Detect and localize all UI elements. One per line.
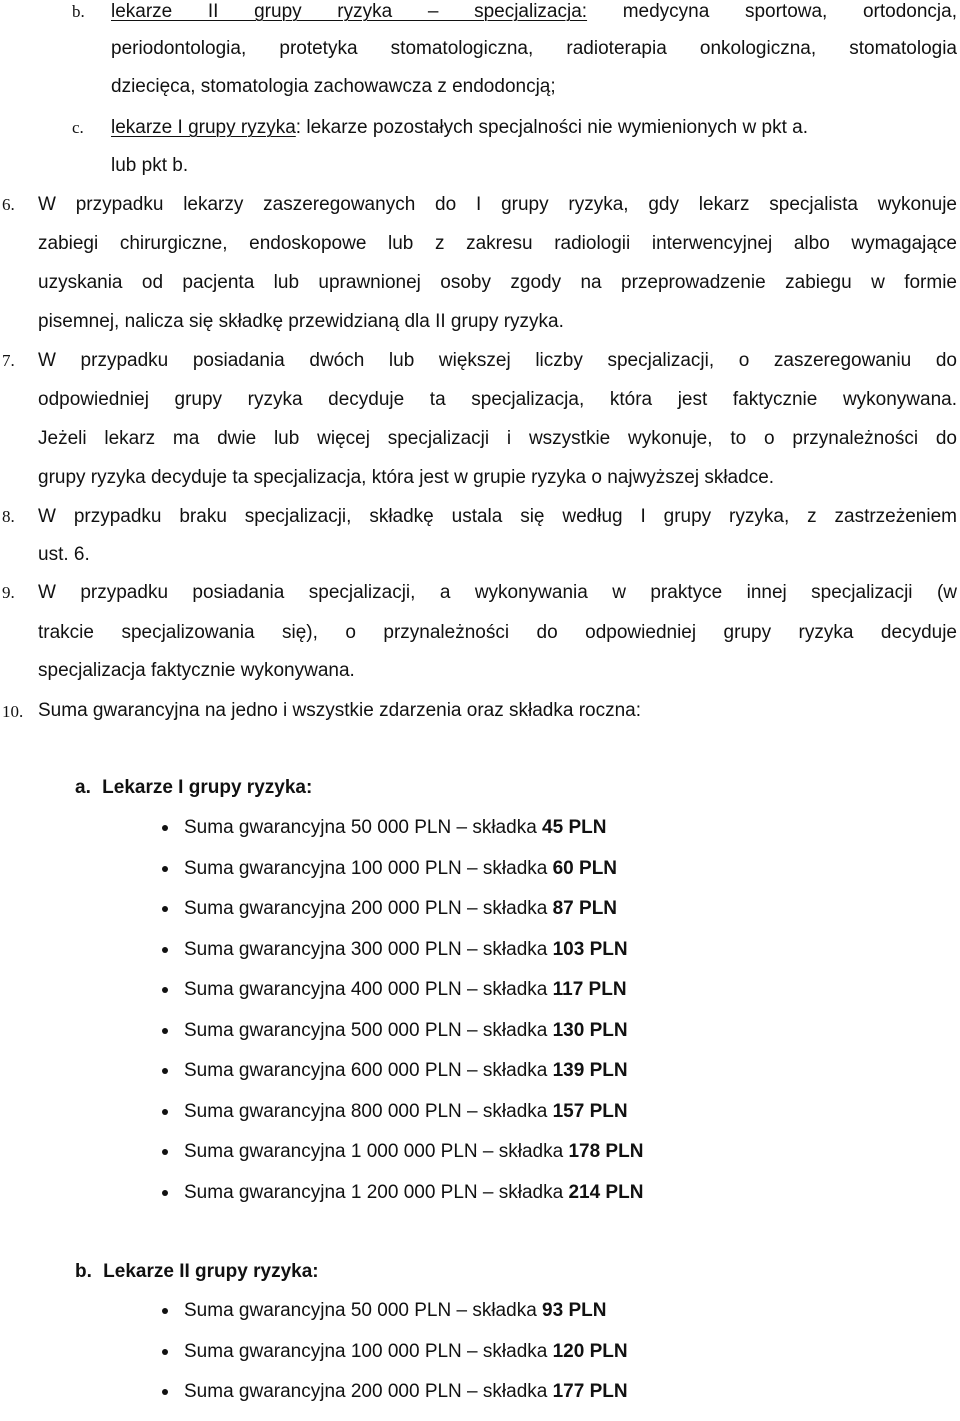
point-6-line-2: zabiegi chirurgiczne, endoskopowe lub z zakresu radiologii interwencyjnej albo wymagające	[38, 233, 957, 254]
premium: 60 PLN	[552, 857, 618, 879]
point-6-line-1: W przypadku lekarzy zaszeregowanych do I grupy ryzyka, gdy lekarz specjalista wykonuje	[38, 194, 957, 215]
premium: 45 PLN	[542, 817, 607, 838]
item-b-line-3: dziecięca, stomatologia zachowawcza z endodoncją;	[111, 76, 556, 97]
sum-insured: Suma gwarancyjna 50 000 PLN – składka	[184, 1300, 543, 1321]
item-b-marker: b.	[72, 2, 85, 21]
group-a-marker: a.	[75, 777, 91, 798]
point-8-line-2: ust. 6.	[38, 544, 90, 565]
item-c-marker: c.	[72, 118, 84, 137]
sum-insured: Suma gwarancyjna 200 000 PLN – składka	[184, 1381, 553, 1402]
list-item	[160, 1299, 628, 1340]
list-item	[160, 938, 643, 979]
point-9-line-1: W przypadku posiadania specjalizacji, a wykonywania w praktyce innej specjalizacji (w	[38, 582, 957, 603]
premium: 157 PLN	[552, 1100, 628, 1122]
premium: 120 PLN	[552, 1340, 628, 1362]
premium: 93 PLN	[542, 1300, 607, 1321]
item-c-line-2: lub pkt b.	[111, 155, 189, 176]
point-7-number: 7.	[2, 351, 15, 370]
premium: 214 PLN	[568, 1181, 644, 1203]
sum-insured: Suma gwarancyjna 100 000 PLN – składka	[184, 1340, 553, 1362]
premium: 178 PLN	[568, 1141, 644, 1162]
list-item	[160, 1140, 643, 1181]
point-9-number: 9.	[2, 583, 15, 602]
sum-insured: Suma gwarancyjna 300 000 PLN – składka	[184, 938, 553, 960]
point-6-number: 6.	[2, 195, 15, 214]
sum-insured: Suma gwarancyjna 500 000 PLN – składka	[184, 1019, 553, 1041]
premium: 177 PLN	[552, 1381, 628, 1402]
point-8-number: 8.	[2, 507, 15, 526]
list-item	[160, 1181, 643, 1222]
item-b-line-1-rest: medycyna sportowa, ortodoncja,	[587, 1, 957, 22]
sum-insured: Suma gwarancyjna 1 200 000 PLN – składka	[184, 1181, 569, 1203]
sum-insured: Suma gwarancyjna 600 000 PLN – składka	[184, 1060, 553, 1081]
list-item	[160, 816, 643, 857]
sum-insured: Suma gwarancyjna 1 000 000 PLN – składka	[184, 1141, 569, 1162]
list-item	[160, 1340, 628, 1381]
list-item	[160, 1100, 643, 1141]
group-b-marker: b.	[75, 1261, 92, 1282]
point-10-line-1: Suma gwarancyjna na jedno i wszystkie zdarzenia oraz składka roczna:	[38, 700, 642, 721]
group-b-heading	[75, 1260, 319, 1284]
point-7-line-4: grupy ryzyka decyduje ta specjalizacja, która jest w grupie ryzyka o najwyższej składce.	[38, 467, 775, 488]
list-item	[160, 897, 643, 938]
sum-insured: Suma gwarancyjna 200 000 PLN – składka	[184, 898, 553, 919]
point-6-line-3: uzyskania od pacjenta lub uprawnionej osoby zgody na przeprowadzenie zabiegu w formie	[38, 272, 957, 293]
list-item	[160, 1019, 643, 1060]
list-item	[160, 1380, 628, 1421]
point-9-line-3: specjalizacja faktycznie wykonywana.	[38, 660, 355, 681]
point-6-line-4: pisemnej, nalicza się składkę przewidzianą dla II grupy ryzyka.	[38, 311, 564, 332]
group-b-list	[160, 1299, 628, 1421]
item-c-line-1	[111, 116, 808, 140]
premium: 130 PLN	[552, 1019, 628, 1041]
point-9-line-2: trakcie specjalizowania się), o przynależności do odpowiedniej grupy ryzyka decyduje	[38, 622, 957, 643]
point-7-line-1: W przypadku posiadania dwóch lub większej liczby specjalizacji, o zaszeregowaniu do	[38, 350, 957, 371]
sum-insured: Suma gwarancyjna 50 000 PLN – składka	[184, 817, 543, 838]
point-7-line-2: odpowiedniej grupy ryzyka decyduje ta specjalizacja, która jest faktycznie wykonywana.	[38, 389, 957, 410]
item-b-underlined: lekarze II grupy ryzyka – specjalizacja:	[111, 1, 588, 22]
item-b-line-1	[111, 0, 957, 24]
premium: 117 PLN	[552, 979, 627, 1000]
group-a-heading	[75, 776, 312, 800]
list-item	[160, 978, 643, 1019]
premium: 103 PLN	[552, 938, 628, 960]
point-8-line-1: W przypadku braku specjalizacji, składkę ustala się według I grupy ryzyka, z zastrzeżeniem	[38, 506, 957, 527]
group-a-title: Lekarze I grupy ryzyka:	[102, 777, 313, 798]
sum-insured: Suma gwarancyjna 400 000 PLN – składka	[184, 979, 553, 1000]
item-c-underlined: lekarze I grupy ryzyka	[111, 117, 296, 138]
sum-insured: Suma gwarancyjna 800 000 PLN – składka	[184, 1100, 553, 1122]
item-c-line-1-rest: : lekarze pozostałych specjalności nie wymienionych w pkt a.	[295, 117, 808, 138]
list-item	[160, 1059, 643, 1100]
point-10-number: 10.	[2, 702, 24, 721]
point-7-line-3: Jeżeli lekarz ma dwie lub więcej specjalizacji i wszystkie wykonuje, to o przynależności do	[38, 428, 957, 449]
group-a-list	[160, 816, 643, 1221]
list-item	[160, 857, 643, 898]
premium: 87 PLN	[552, 898, 618, 919]
item-b-line-2: periodontologia, protetyka stomatologiczna, radioterapia onkologiczna, stomatologia	[111, 38, 957, 59]
premium: 139 PLN	[552, 1060, 628, 1081]
group-b-title: Lekarze II grupy ryzyka:	[103, 1261, 319, 1282]
sum-insured: Suma gwarancyjna 100 000 PLN – składka	[184, 857, 553, 879]
